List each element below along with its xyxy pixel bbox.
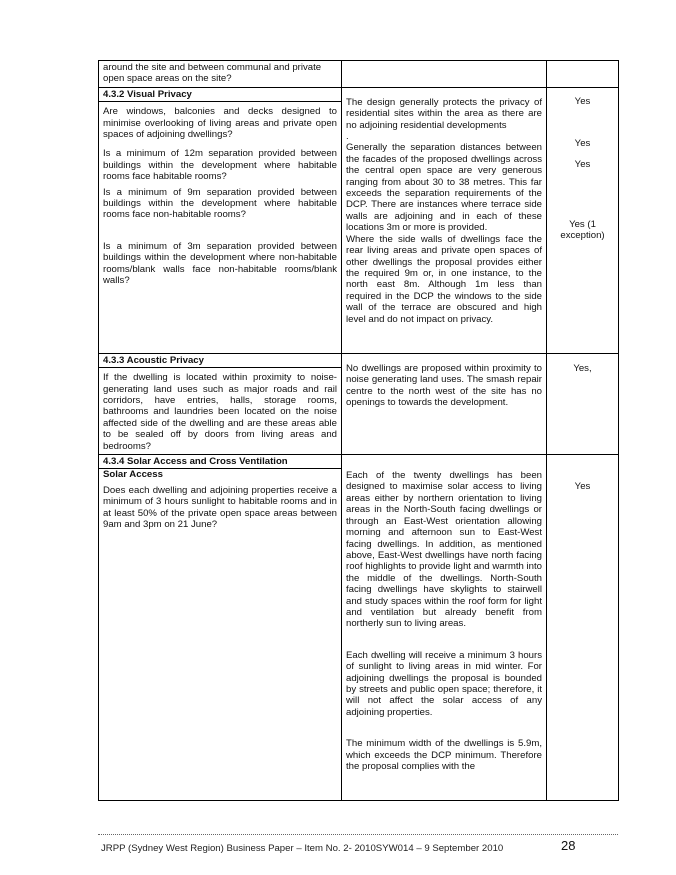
assessment-cell bbox=[342, 87, 547, 353]
page-number: 28 bbox=[561, 838, 576, 853]
question-text: Is a minimum of 9m separation provided between buildings within the development where habitable rooms face non-habitable rooms? bbox=[103, 186, 337, 221]
assessment-cell bbox=[342, 61, 547, 88]
question-text: Is a minimum of 3m separation provided between buildings within the development where non-habitable rooms/blank walls face non-habitable rooms/blank walls? bbox=[103, 240, 337, 287]
compliance-cell bbox=[547, 87, 619, 353]
table-row bbox=[99, 353, 619, 454]
footer-divider bbox=[98, 834, 618, 835]
assessment-text: Each dwelling will receive a minimum 3 hours of sunlight to living areas in mid winter. For adjoining dwellings the proposal is bounded by streets and public open space; therefore, it will not affect the solar access of any adjoining properties. bbox=[346, 649, 542, 718]
compliance-value: Yes, bbox=[573, 362, 592, 374]
assessment-text: Each of the twenty dwellings has been designed to maximise solar access to living areas either by northern orientation to living areas in the North-South facing dwellings or through an East-West orientation allowing morning and afternoon sun to East-West facing dwellings. In addition, as mentioned above, East-West dwellings have north facing roof highlights to provide light and warmth into the middle of the dwellings. North-South facing dwellings have skylights to stairwell and study spaces within the roof form for light and ventilation but already benefit from northerly sun to living areas. bbox=[346, 470, 542, 630]
question-cell bbox=[99, 353, 342, 454]
question-cell bbox=[99, 61, 342, 88]
question-text: Is a minimum of 12m separation provided between buildings within the development where habitable rooms face habitable rooms? bbox=[103, 148, 337, 183]
assessment-text: No dwellings are proposed within proximity to noise generating land uses. The smash repair centre to the north west of the site has no openings to towards the development. bbox=[346, 362, 542, 409]
table-row bbox=[99, 455, 619, 801]
assessment-text: The design generally protects the privacy of residential sites within the area as there are no adjoining residential developments bbox=[346, 96, 542, 131]
assessment-table bbox=[98, 60, 619, 801]
compliance-cell bbox=[547, 61, 619, 88]
assessment-cell bbox=[342, 455, 547, 801]
section-heading: 4.3.2 Visual Privacy bbox=[99, 89, 341, 102]
assessment-text: Where the side walls of dwellings face the rear living areas and private open spaces of other dwellings the proposal provides either the required 9m or, in one instance, to the north east 8m. Although 1m less than required in the DCP the windows to the side wall of the terrace are obscured and high level and do not impact on privacy. bbox=[346, 233, 542, 325]
assessment-text: The minimum width of the dwellings is 5.9m, which exceeds the DCP minimum. Therefore the proposal complies with the bbox=[346, 738, 542, 772]
section-subheading: Solar Access bbox=[103, 469, 163, 481]
assessment-cell bbox=[342, 353, 547, 454]
compliance-value: Yes bbox=[574, 158, 591, 170]
question-cell bbox=[99, 87, 342, 353]
assessment-text: Generally the separation distances between the facades of the proposed dwellings across the central open space are very generous ranging from about 30 to 38 metres. This far exceeds the separation requirements of the DCP. There are instances where terrace side walls are adjoining and in each of these locations 3m or more is provided. bbox=[346, 142, 542, 234]
section-heading: 4.3.4 Solar Access and Cross Ventilation bbox=[99, 456, 341, 469]
table-row bbox=[99, 87, 619, 353]
table-row bbox=[99, 61, 619, 88]
question-text: around the site and between communal and private open space areas on the site? bbox=[103, 62, 322, 85]
compliance-value: Yes bbox=[574, 481, 591, 493]
section-heading: 4.3.3 Acoustic Privacy bbox=[99, 355, 341, 368]
footer-text: JRPP (Sydney West Region) Business Paper – Item No. 2- 2010SYW014 – 9 September 2010 bbox=[101, 843, 504, 854]
question-text: Are windows, balconies and decks designed to minimise overlooking of living areas and private open spaces of adjoining dwellings? bbox=[103, 106, 337, 141]
question-text: If the dwelling is located within proximity to noise-generating land uses such as major roads and rail corridors, have entries, halls, storage rooms, bathrooms and laundries been located on the noise affected side of the dwelling and are these areas able to be sealed off by doors from living areas and bedrooms? bbox=[103, 372, 337, 452]
compliance-cell bbox=[547, 455, 619, 801]
assessment-text: . bbox=[346, 131, 349, 143]
compliance-value: Yes bbox=[574, 138, 591, 150]
question-cell bbox=[99, 455, 342, 801]
compliance-value: Yes bbox=[574, 95, 591, 107]
compliance-value: Yes (1 exception) bbox=[560, 219, 605, 242]
question-text: Does each dwelling and adjoining properties receive a minimum of 3 hours sunlight to habitable rooms and in at least 50% of the private open space areas between 9am and 3pm on 21 June? bbox=[103, 484, 337, 531]
compliance-cell bbox=[547, 353, 619, 454]
